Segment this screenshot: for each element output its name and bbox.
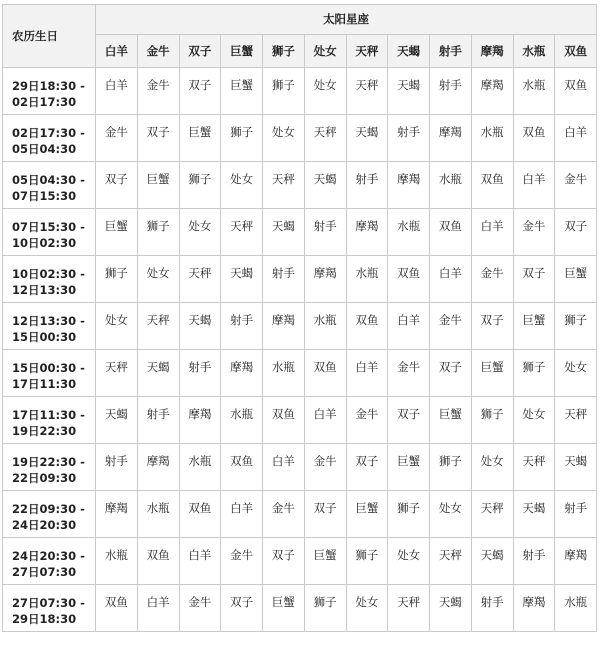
sign-cell: 处女 (179, 209, 221, 256)
sign-cell: 摩羯 (263, 303, 305, 350)
sign-cell: 巨蟹 (388, 444, 430, 491)
sign-cell: 摩羯 (346, 209, 388, 256)
header-row-group (3, 5, 597, 35)
sign-cell: 双子 (471, 303, 513, 350)
range-start: 29日18:30 - (12, 79, 85, 93)
date-range-cell (3, 115, 96, 162)
range-end: 29日18:30 (12, 612, 77, 626)
sign-cell: 摩羯 (471, 68, 513, 115)
sign-cell: 白羊 (221, 491, 263, 538)
sign-cell: 射手 (263, 256, 305, 303)
sign-cell: 金牛 (96, 115, 138, 162)
sign-cell: 双鱼 (430, 209, 472, 256)
sign-cell: 金牛 (304, 444, 346, 491)
sign-cell: 双鱼 (555, 68, 597, 115)
range-end: 27日07:30 (12, 565, 77, 579)
sign-cell: 双子 (513, 256, 555, 303)
sign-cell: 双鱼 (137, 538, 179, 585)
sign-header: 天蝎 (388, 34, 430, 67)
sign-cell: 射手 (304, 209, 346, 256)
range-end: 17日11:30 (12, 377, 77, 391)
date-range-cell (3, 585, 96, 632)
zodiac-table (2, 4, 597, 632)
sign-cell: 摩羯 (388, 162, 430, 209)
range-end: 19日22:30 (12, 424, 77, 438)
sign-cell: 摩羯 (137, 444, 179, 491)
sign-cell: 白羊 (346, 350, 388, 397)
sign-cell: 白羊 (471, 209, 513, 256)
sign-cell: 金牛 (513, 209, 555, 256)
sign-cell: 双鱼 (388, 256, 430, 303)
table-row (3, 162, 597, 209)
table-row (3, 444, 597, 491)
sign-cell: 金牛 (221, 538, 263, 585)
sign-cell: 双子 (221, 585, 263, 632)
sign-cell: 金牛 (179, 585, 221, 632)
sign-cell: 处女 (263, 115, 305, 162)
sign-cell: 水瓶 (346, 256, 388, 303)
sign-cell: 双子 (430, 350, 472, 397)
table-row (3, 397, 597, 444)
sign-cell: 天秤 (471, 491, 513, 538)
sign-cell: 处女 (346, 585, 388, 632)
range-end: 15日00:30 (12, 330, 77, 344)
sign-cell: 处女 (96, 303, 138, 350)
table-row (3, 585, 597, 632)
lunar-birthday-header: 农历生日 (3, 5, 96, 68)
sign-header: 金牛 (137, 34, 179, 67)
table-row (3, 68, 597, 115)
sign-cell: 水瓶 (179, 444, 221, 491)
sign-cell: 水瓶 (388, 209, 430, 256)
sign-cell: 天蝎 (263, 209, 305, 256)
date-range-cell (3, 444, 96, 491)
sign-cell: 天蝎 (513, 491, 555, 538)
sign-cell: 水瓶 (96, 538, 138, 585)
range-start: 17日11:30 - (12, 408, 85, 422)
sign-cell: 狮子 (430, 444, 472, 491)
sign-cell: 金牛 (430, 303, 472, 350)
sign-cell: 射手 (221, 303, 263, 350)
sign-cell: 摩羯 (221, 350, 263, 397)
sign-cell: 天蝎 (221, 256, 263, 303)
sign-cell: 天蝎 (430, 585, 472, 632)
sign-cell: 处女 (137, 256, 179, 303)
sign-cell: 狮子 (137, 209, 179, 256)
sign-cell: 摩羯 (304, 256, 346, 303)
table-row (3, 115, 597, 162)
sign-cell: 水瓶 (137, 491, 179, 538)
date-range-cell (3, 491, 96, 538)
table-row (3, 209, 597, 256)
sign-cell: 双鱼 (221, 444, 263, 491)
date-range-cell (3, 209, 96, 256)
sign-cell: 天蝎 (304, 162, 346, 209)
sign-cell: 白羊 (96, 68, 138, 115)
sign-cell: 双鱼 (304, 350, 346, 397)
table-row (3, 303, 597, 350)
range-end: 05日04:30 (12, 142, 77, 156)
sign-cell: 双鱼 (263, 397, 305, 444)
sign-cell: 处女 (304, 68, 346, 115)
date-range-cell (3, 538, 96, 585)
sign-cell: 巨蟹 (471, 350, 513, 397)
sign-cell: 天蝎 (346, 115, 388, 162)
range-start: 02日17:30 - (12, 126, 85, 140)
range-end: 24日20:30 (12, 518, 77, 532)
sign-cell: 金牛 (555, 162, 597, 209)
sign-header: 狮子 (263, 34, 305, 67)
range-start: 12日13:30 - (12, 314, 85, 328)
sign-cell: 白羊 (263, 444, 305, 491)
range-end: 12日13:30 (12, 283, 77, 297)
sign-cell: 天蝎 (471, 538, 513, 585)
sign-cell: 射手 (513, 538, 555, 585)
sign-cell: 金牛 (263, 491, 305, 538)
sign-cell: 天秤 (513, 444, 555, 491)
range-end: 02日17:30 (12, 95, 77, 109)
sign-cell: 巨蟹 (96, 209, 138, 256)
range-start: 27日07:30 - (12, 596, 85, 610)
date-range-cell (3, 397, 96, 444)
sign-cell: 天蝎 (96, 397, 138, 444)
table-row (3, 491, 597, 538)
sign-cell: 双子 (96, 162, 138, 209)
range-start: 05日04:30 - (12, 173, 85, 187)
range-end: 22日09:30 (12, 471, 77, 485)
sign-cell: 摩羯 (96, 491, 138, 538)
sign-cell: 金牛 (471, 256, 513, 303)
date-range-cell (3, 68, 96, 115)
sign-cell: 射手 (471, 585, 513, 632)
sign-cell: 巨蟹 (430, 397, 472, 444)
sign-cell: 天秤 (179, 256, 221, 303)
table-body (3, 68, 597, 632)
range-start: 22日09:30 - (12, 502, 85, 516)
sign-cell: 白羊 (304, 397, 346, 444)
sign-cell: 白羊 (137, 585, 179, 632)
sign-cell: 处女 (513, 397, 555, 444)
sign-cell: 双子 (555, 209, 597, 256)
sign-cell: 双子 (179, 68, 221, 115)
sign-cell: 水瓶 (263, 350, 305, 397)
sign-header: 双鱼 (555, 34, 597, 67)
sign-cell: 射手 (96, 444, 138, 491)
sign-cell: 射手 (555, 491, 597, 538)
range-start: 10日02:30 - (12, 267, 85, 281)
sun-sign-header: 太阳星座 (96, 5, 597, 35)
sign-header: 处女 (304, 34, 346, 67)
date-range-cell (3, 303, 96, 350)
sign-cell: 白羊 (513, 162, 555, 209)
sign-cell: 天蝎 (137, 350, 179, 397)
sign-cell: 双鱼 (96, 585, 138, 632)
range-start: 07日15:30 - (12, 220, 85, 234)
sign-cell: 巨蟹 (346, 491, 388, 538)
sign-cell: 天秤 (304, 115, 346, 162)
sign-cell: 处女 (388, 538, 430, 585)
sign-cell: 双子 (263, 538, 305, 585)
range-start: 15日00:30 - (12, 361, 85, 375)
sign-cell: 狮子 (513, 350, 555, 397)
sign-cell: 双子 (304, 491, 346, 538)
date-range-cell (3, 350, 96, 397)
sign-cell: 射手 (388, 115, 430, 162)
sign-cell: 狮子 (388, 491, 430, 538)
sign-cell: 天蝎 (179, 303, 221, 350)
sign-cell: 白羊 (430, 256, 472, 303)
sign-cell: 水瓶 (471, 115, 513, 162)
sign-cell: 射手 (430, 68, 472, 115)
sign-cell: 处女 (430, 491, 472, 538)
sign-cell: 双鱼 (471, 162, 513, 209)
sign-cell: 双子 (388, 397, 430, 444)
sign-cell: 狮子 (96, 256, 138, 303)
sign-cell: 双子 (346, 444, 388, 491)
range-start: 24日20:30 - (12, 549, 85, 563)
sign-cell: 处女 (221, 162, 263, 209)
sign-cell: 天秤 (555, 397, 597, 444)
sign-cell: 狮子 (346, 538, 388, 585)
sign-cell: 摩羯 (555, 538, 597, 585)
date-range-cell (3, 256, 96, 303)
sign-cell: 巨蟹 (179, 115, 221, 162)
sign-cell: 天秤 (430, 538, 472, 585)
range-end: 10日02:30 (12, 236, 77, 250)
sign-cell: 巨蟹 (513, 303, 555, 350)
sign-cell: 狮子 (304, 585, 346, 632)
sign-cell: 处女 (555, 350, 597, 397)
sign-cell: 巨蟹 (555, 256, 597, 303)
sign-cell: 巨蟹 (221, 68, 263, 115)
sign-cell: 天蝎 (388, 68, 430, 115)
sign-cell: 金牛 (137, 68, 179, 115)
sign-cell: 狮子 (221, 115, 263, 162)
sign-cell: 巨蟹 (137, 162, 179, 209)
sign-cell: 射手 (346, 162, 388, 209)
sign-cell: 天秤 (263, 162, 305, 209)
sign-cell: 水瓶 (555, 585, 597, 632)
sign-cell: 天秤 (96, 350, 138, 397)
range-end: 07日15:30 (12, 189, 77, 203)
date-range-cell (3, 162, 96, 209)
sign-cell: 巨蟹 (304, 538, 346, 585)
sign-cell: 摩羯 (430, 115, 472, 162)
sign-cell: 射手 (179, 350, 221, 397)
sign-cell: 天秤 (137, 303, 179, 350)
sign-cell: 天秤 (221, 209, 263, 256)
sign-cell: 摩羯 (179, 397, 221, 444)
table-row (3, 350, 597, 397)
sign-cell: 狮子 (263, 68, 305, 115)
sign-cell: 金牛 (346, 397, 388, 444)
sign-header: 天秤 (346, 34, 388, 67)
sign-cell: 摩羯 (513, 585, 555, 632)
sign-header: 射手 (430, 34, 472, 67)
sign-cell: 白羊 (555, 115, 597, 162)
sign-cell: 天秤 (388, 585, 430, 632)
sign-cell: 天秤 (346, 68, 388, 115)
sign-cell: 狮子 (179, 162, 221, 209)
sign-cell: 狮子 (555, 303, 597, 350)
range-start: 19日22:30 - (12, 455, 85, 469)
sign-cell: 双鱼 (346, 303, 388, 350)
sign-header: 摩羯 (471, 34, 513, 67)
sign-cell: 天蝎 (555, 444, 597, 491)
sign-cell: 水瓶 (513, 68, 555, 115)
table-row (3, 538, 597, 585)
sign-cell: 处女 (471, 444, 513, 491)
sign-cell: 金牛 (388, 350, 430, 397)
sign-cell: 狮子 (471, 397, 513, 444)
sign-cell: 白羊 (388, 303, 430, 350)
sign-cell: 水瓶 (304, 303, 346, 350)
zodiac-table-container (2, 4, 597, 632)
sign-cell: 射手 (137, 397, 179, 444)
table-row (3, 256, 597, 303)
sign-cell: 水瓶 (221, 397, 263, 444)
sign-header: 白羊 (96, 34, 138, 67)
sign-cell: 水瓶 (430, 162, 472, 209)
sign-cell: 双鱼 (179, 491, 221, 538)
sign-header: 双子 (179, 34, 221, 67)
sign-header: 巨蟹 (221, 34, 263, 67)
sign-cell: 双鱼 (513, 115, 555, 162)
sign-cell: 巨蟹 (263, 585, 305, 632)
sign-cell: 双子 (137, 115, 179, 162)
sign-header: 水瓶 (513, 34, 555, 67)
sign-cell: 白羊 (179, 538, 221, 585)
